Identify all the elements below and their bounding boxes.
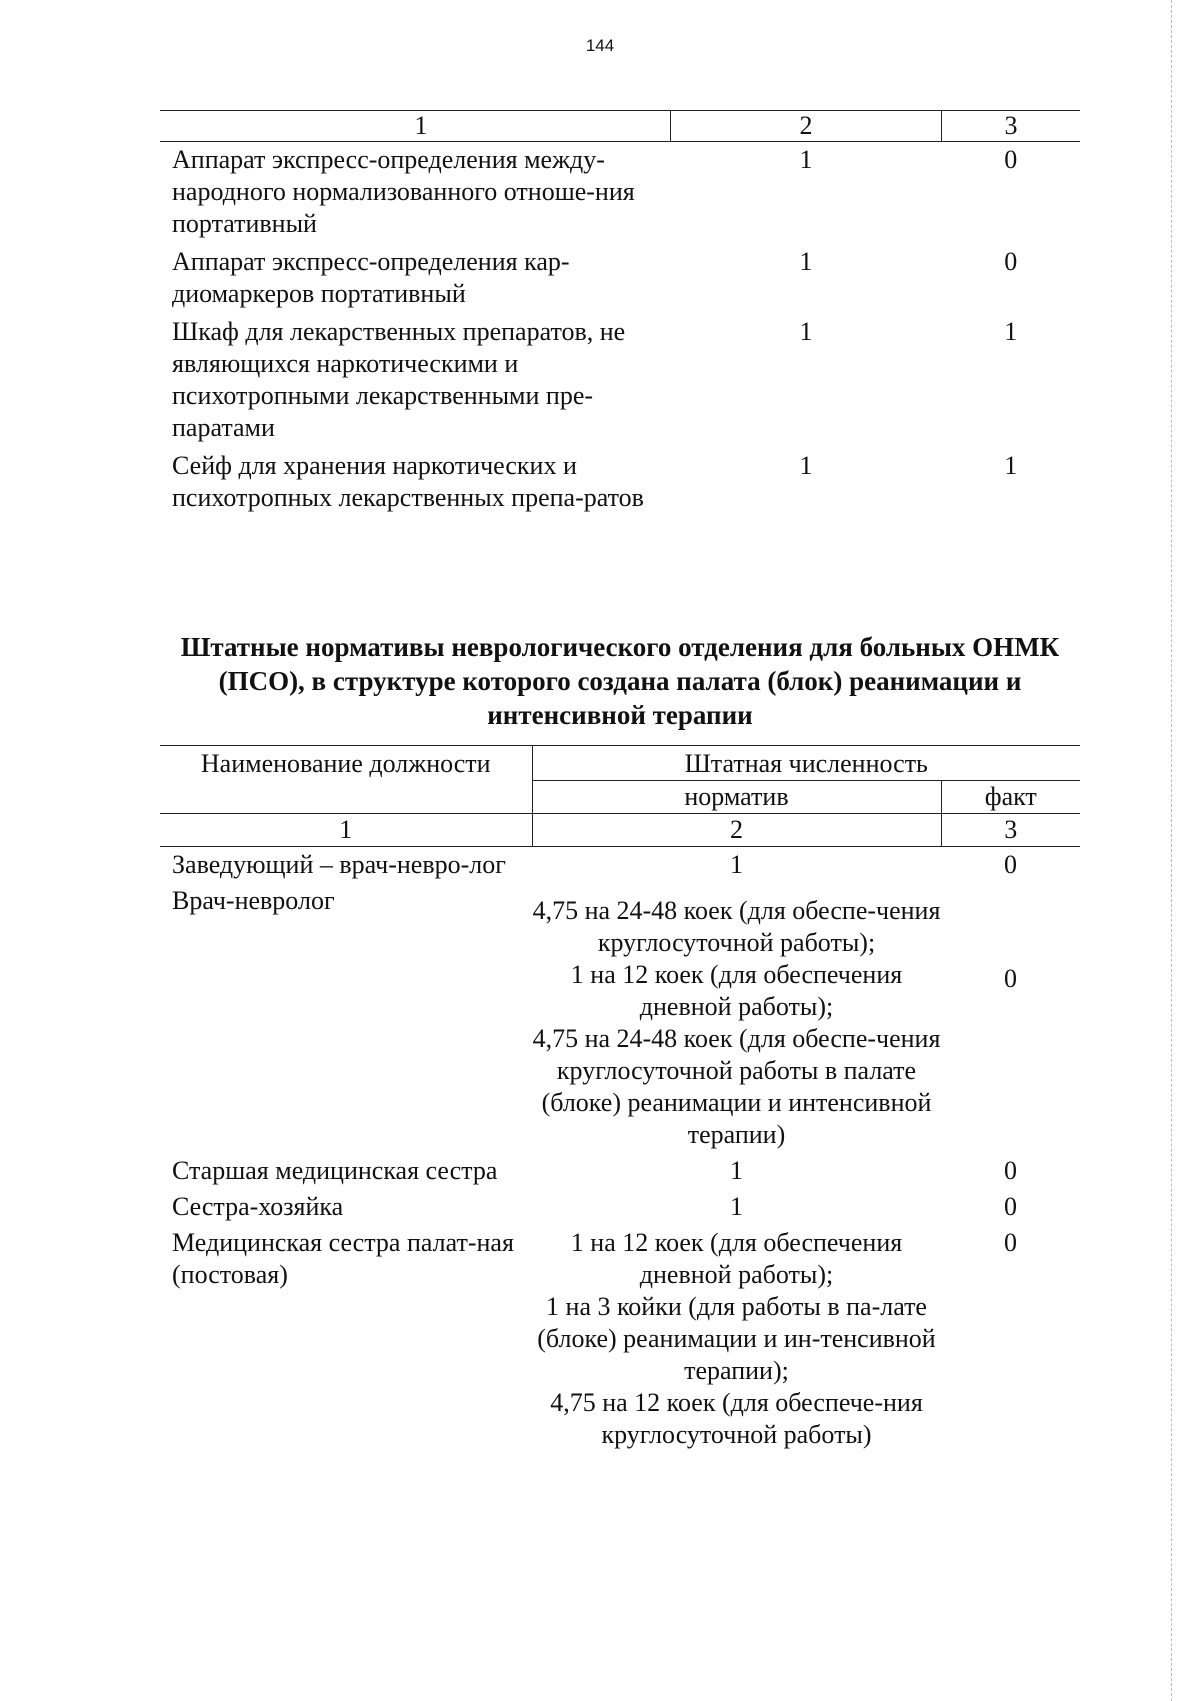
position-name: Медицинская сестра палат-ная (постовая): [172, 1228, 514, 1289]
equipment-fact: 1: [1004, 317, 1018, 346]
header-fact: факт: [941, 781, 1080, 814]
header-num-2: 2: [532, 814, 941, 847]
staffing-header-top: [160, 746, 1080, 781]
table-row: [160, 847, 1080, 884]
norm-text: круглосуточной работы);: [597, 928, 876, 957]
norm-text: 4,75 на 24-48 коек (для обеспе-чения круглосуточной работы в палате (блоке) реанимации и интенсивной терапии): [532, 1024, 941, 1149]
scan-edge: [1171, 0, 1172, 1701]
table-row: [160, 883, 1080, 1153]
position-norm: [532, 1153, 941, 1189]
equipment-fact: 1: [1004, 451, 1018, 480]
position-fact: 0: [1004, 964, 1017, 993]
table-row: [160, 244, 1080, 314]
position-norm: [532, 1189, 941, 1225]
norm-text: 1 на 12 коек (для обеспечения дневной работы);: [570, 1228, 903, 1289]
position-name: Заведующий – врач-невро-лог: [172, 850, 506, 879]
norm-text: 1 на 3 койки (для работы в па-лате (блоке) реанимации и ин-тенсивной терапии);: [537, 1292, 936, 1385]
norm-text: 1: [730, 1156, 743, 1185]
equipment-table: [160, 110, 1080, 518]
table-row: [160, 1189, 1080, 1225]
equipment-name: Сейф для хранения наркотических и психотропных лекарственных препа-ратов: [172, 451, 644, 512]
equipment-table-header: [160, 111, 1080, 142]
norm-text: 1: [730, 1192, 743, 1221]
header-col-3: 3: [942, 111, 1081, 142]
equipment-name: Аппарат экспресс-определения кар-диомаркеров портативный: [172, 247, 570, 308]
table-row: [160, 314, 1080, 448]
table-row: [160, 448, 1080, 518]
header-position: Наименование должности: [160, 746, 532, 814]
equipment-name: Аппарат экспресс-определения между-народного нормализованного отноше-ния портативный: [172, 145, 635, 238]
position-norm: [532, 1225, 941, 1453]
position-name: Старшая медицинская сестра: [172, 1156, 498, 1185]
header-norm: норматив: [532, 781, 941, 814]
norm-text: 1: [730, 850, 743, 879]
position-name: Сестра-хозяйка: [172, 1192, 344, 1221]
position-fact: 0: [1004, 1228, 1017, 1257]
equipment-norm: 1: [799, 317, 813, 346]
position-norm: [532, 847, 941, 884]
staffing-table: [160, 745, 1080, 1453]
equipment-fact: 0: [1004, 145, 1018, 174]
table-row: [160, 1225, 1080, 1453]
position-fact: 0: [1004, 850, 1017, 879]
page-number: 144: [585, 36, 615, 55]
position-fact: 0: [1004, 1156, 1017, 1185]
norm-text: 4,75 на 12 коек (для обеспече-ния круглосуточной работы): [550, 1388, 923, 1449]
header-col-2: 2: [671, 111, 942, 142]
header-col-1: 1: [160, 111, 671, 142]
position-norm: [532, 883, 941, 1153]
equipment-norm: 1: [799, 145, 813, 174]
equipment-fact: 0: [1004, 247, 1018, 276]
position-fact: 0: [1004, 1192, 1017, 1221]
equipment-norm: 1: [799, 247, 813, 276]
equipment-name: Шкаф для лекарственных препаратов, не являющихся наркотическими и психотропными лекарственными пре-паратами: [172, 317, 626, 442]
section-title: Штатные нормативы неврологического отделения для больных ОНМК (ПСО), в структуре которого создана палата (блок) реанимации и интенсивной терапии: [180, 632, 1060, 730]
norm-text: 1 на 12 коек (для обеспечения дневной работы);: [570, 960, 903, 1021]
position-name: Врач-невролог: [172, 886, 335, 915]
equipment-norm: 1: [799, 451, 813, 480]
table-row: [160, 142, 1080, 245]
header-num-1: 1: [160, 814, 532, 847]
norm-text: 4,75 на 24-48 коек (для обеспе-чения: [532, 896, 941, 925]
staffing-header-numbers: [160, 814, 1080, 847]
header-num-3: 3: [941, 814, 1080, 847]
header-staffing: Штатная численность: [532, 746, 1080, 781]
table-row: [160, 1153, 1080, 1189]
